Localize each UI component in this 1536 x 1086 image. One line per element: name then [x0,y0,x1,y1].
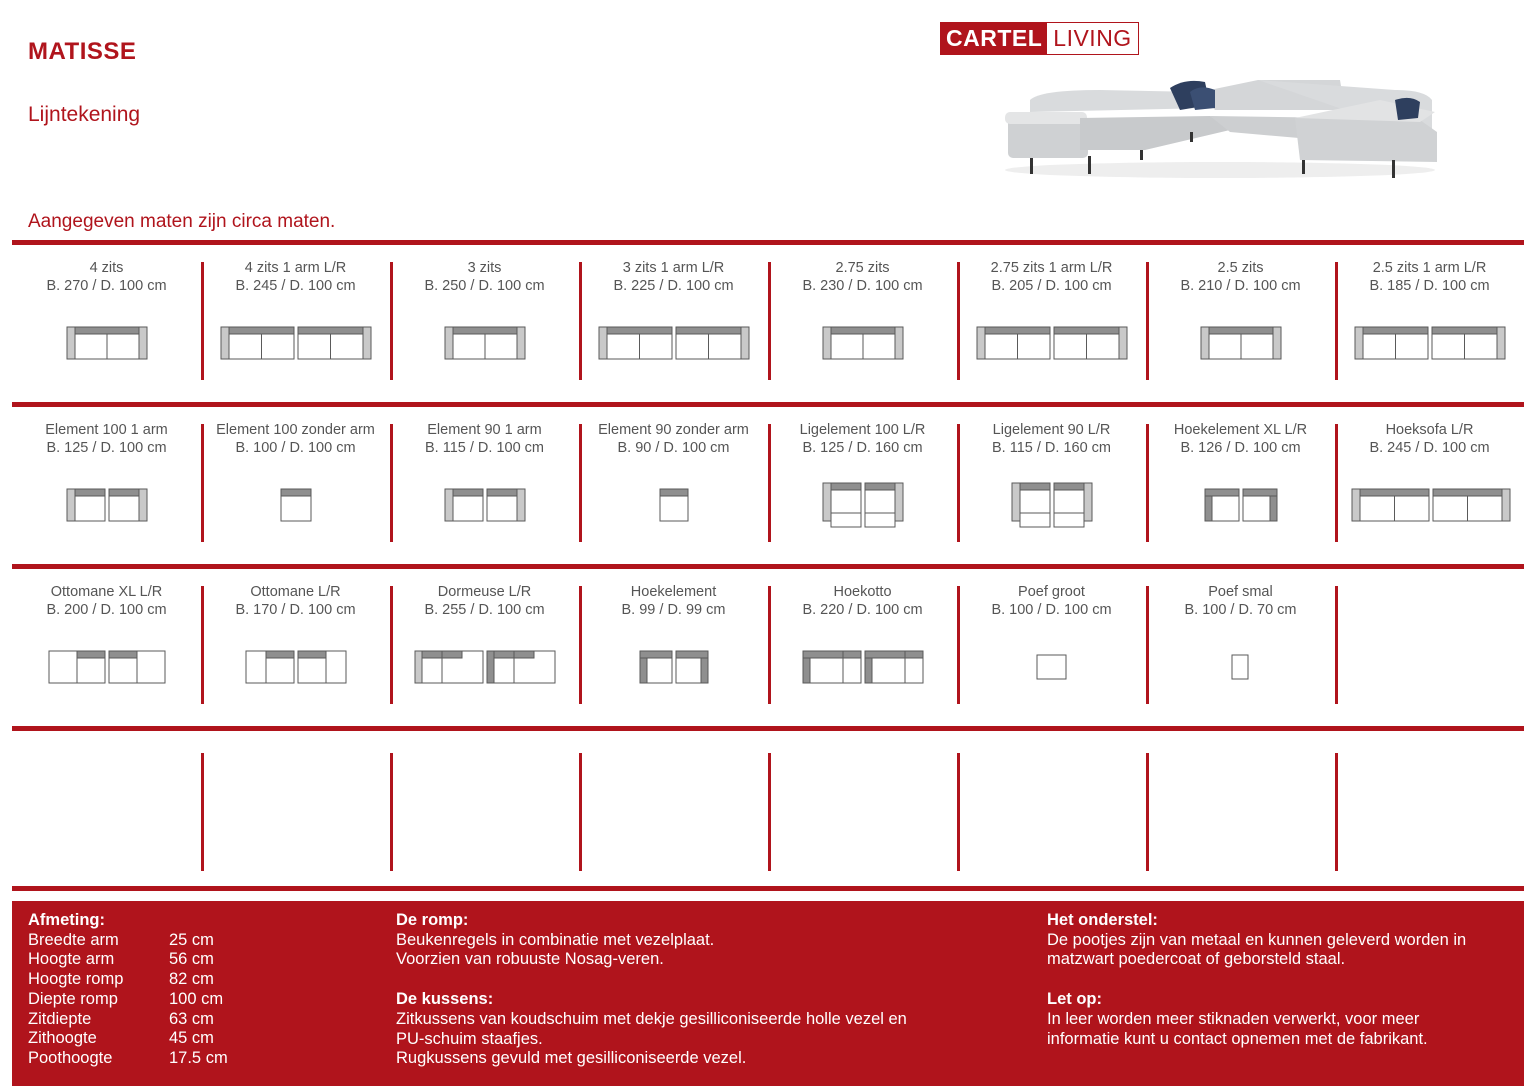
product-title: MATISSE [28,38,137,65]
spec-value: 25 cm [169,930,214,949]
base-line: De pootjes zijn van metaal en kunnen geleverd worden in [1047,930,1467,949]
module-dimensions: B. 115 / D. 100 cm [424,440,544,456]
spec-value: 100 cm [169,989,224,1008]
module-dimensions: B. 100 / D. 100 cm [991,602,1112,618]
module-name: Hoekelement [630,584,717,600]
module-cell [12,245,201,402]
module-dimensions: B. 170 / D. 100 cm [235,602,356,618]
module-dimensions: B. 250 / D. 100 cm [424,278,545,294]
empty-cell [390,731,579,886]
module-dimensions: B. 125 / D. 160 cm [802,440,923,456]
module-name: Hoekelement XL L/R [1173,422,1308,438]
spec-row [28,990,228,1010]
module-cell [201,407,390,564]
module-name: 4 zits [89,260,124,276]
sofa-4-seat-one-arm-icon [201,315,390,375]
module-cell [12,407,201,564]
module-cell [12,569,201,726]
ottoman-icon [201,639,390,699]
frame-line: Voorzien van robuuste Nosag-veren. [396,950,664,969]
module-name: 2.75 zits [835,260,890,276]
module-cell [768,407,957,564]
attention-line: In leer worden meer stiknaden verwerkt, voor meer [1047,1009,1420,1028]
spec-value: 63 cm [169,1009,214,1028]
pouf-large-icon [957,639,1146,699]
cushions-line: PU-schuim staafjes. [396,1029,543,1048]
module-dimensions: B. 99 / D. 99 cm [621,602,726,618]
spec-row [28,950,228,970]
sofa-4-seat-icon [12,315,201,375]
module-dimensions: B. 255 / D. 100 cm [424,602,545,618]
spec-value: 56 cm [169,950,214,969]
dimensions-heading: Afmeting: [28,911,105,929]
base-line: matzwart poedercoat of geborsteld staal. [1047,950,1346,969]
module-cell [768,245,957,402]
attention-line: informatie kunt u contact opnemen met de fabrikant. [1047,1029,1428,1048]
chaise-longue-icon [390,639,579,699]
module-name: Element 100 1 arm [45,422,168,438]
module-name: 2.5 zits 1 arm L/R [1372,260,1487,276]
module-cell [201,245,390,402]
base-column [1047,911,1466,1049]
module-dimensions: B. 205 / D. 100 cm [991,278,1112,294]
module-name: 4 zits 1 arm L/R [244,260,347,276]
spec-label: Hoogte arm [28,950,115,969]
module-dimensions: B. 115 / D. 160 cm [991,440,1111,456]
frame-line: Beukenregels in combinatie met vezelplaat. [396,930,715,949]
section-divider-bottom [12,886,1524,891]
module-cell [390,569,579,726]
corner-element-xl-icon [1146,477,1335,537]
column-divider [957,753,960,871]
spec-label: Zithoogte [28,1029,97,1048]
module-row [12,407,1524,564]
module-cell [1146,407,1335,564]
module-name: Ottomane XL L/R [50,584,163,600]
cushions-line: Rugkussens gevuld met gesilliconiseerde vezel. [396,1049,747,1068]
sofa-2-75-seat-icon [768,315,957,375]
module-cell [390,245,579,402]
module-cell [579,407,768,564]
module-dimensions: B. 100 / D. 100 cm [235,440,356,456]
module-dimensions: B. 100 / D. 70 cm [1184,602,1297,618]
module-cell [201,569,390,726]
module-cell [1335,407,1524,564]
spec-label: Zitdiepte [28,1009,92,1028]
module-cell [1146,569,1335,726]
module-cell [579,569,768,726]
construction-column [396,911,907,1069]
module-cell [579,245,768,402]
module-dimensions: B. 125 / D. 100 cm [46,440,167,456]
module-cell [1335,245,1524,402]
logo-text-cartel: CARTEL [941,23,1047,54]
spec-row [28,931,228,951]
empty-cell [768,731,957,886]
empty-cell [12,731,201,886]
column-divider [1146,753,1149,871]
column-divider [390,753,393,871]
module-name: Element 90 1 arm [427,422,542,438]
module-cell [957,569,1146,726]
logo-text-living: LIVING [1047,23,1137,54]
empty-cell [1146,731,1335,886]
element-90-no-arm-icon [579,477,768,537]
spec-row [28,1010,228,1030]
spec-label: Breedte arm [28,930,119,949]
module-name: Element 100 zonder arm [216,422,375,438]
module-dimensions: B. 270 / D. 100 cm [46,278,167,294]
dimensions-column [28,911,228,1069]
module-name: Ligelement 100 L/R [799,422,926,438]
module-name: Element 90 zonder arm [598,422,749,438]
module-dimensions: B. 90 / D. 100 cm [617,440,730,456]
module-dimensions: B. 185 / D. 100 cm [1369,278,1490,294]
module-row [12,245,1524,402]
empty-cell [957,731,1146,886]
module-dimensions: B. 126 / D. 100 cm [1180,440,1301,456]
empty-cell [579,731,768,886]
sofa-2-5-seat-icon [1146,315,1335,375]
spec-label: Diepte romp [28,989,118,1008]
drawing-subtitle: Lijntekening [28,103,141,126]
module-name: 3 zits 1 arm L/R [622,260,725,276]
module-cell [1335,569,1524,726]
empty-row [12,731,1524,886]
dimension-note: Aangegeven maten zijn circa maten. [28,211,336,232]
corner-sofa-icon [1335,477,1524,537]
module-name: 3 zits [467,260,502,276]
module-name: Poef smal [1208,584,1273,600]
base-heading: Het onderstel: [1047,911,1158,929]
module-name: Poef groot [1018,584,1085,600]
spec-label: Poothoogte [28,1048,113,1067]
spec-value: 82 cm [169,970,214,989]
module-name: Hoekotto [833,584,892,600]
pouf-small-icon [1146,639,1335,699]
frame-heading: De romp: [396,911,469,929]
spec-value: 17.5 cm [169,1048,228,1067]
module-cell [768,569,957,726]
brand-logo [940,22,1139,55]
corner-element-icon [579,639,768,699]
column-divider [768,753,771,871]
spec-row [28,1049,228,1069]
lounge-element-90-icon [957,477,1146,537]
module-cell [1146,245,1335,402]
specification-footer [12,901,1524,1086]
module-cell [957,407,1146,564]
module-dimensions: B. 210 / D. 100 cm [1180,278,1301,294]
module-name: 2.5 zits [1217,260,1264,276]
module-name: Ottomane L/R [250,584,341,600]
element-100-no-arm-icon [201,477,390,537]
sofa-3-seat-one-arm-icon [579,315,768,375]
module-row [12,569,1524,726]
column-divider [579,753,582,871]
module-cell [957,245,1146,402]
module-name: Hoeksofa L/R [1385,422,1474,438]
module-name: Ligelement 90 L/R [992,422,1111,438]
spec-row [28,970,228,990]
cushions-heading: De kussens: [396,990,494,1009]
sofa-product-photo [1000,70,1440,190]
empty-cell [1335,731,1524,886]
attention-heading: Let op: [1047,990,1102,1009]
column-divider [201,753,204,871]
module-dimensions: B. 225 / D. 100 cm [613,278,734,294]
element-90-one-arm-icon [390,477,579,537]
module-dimensions: B. 245 / D. 100 cm [235,278,356,294]
spec-row [28,1029,228,1049]
lounge-element-100-icon [768,477,957,537]
sofa-2-5-seat-one-arm-icon [1335,315,1524,375]
module-dimensions: B. 200 / D. 100 cm [46,602,167,618]
cushions-line: Zitkussens van koudschuim met dekje gesilliconiseerde holle vezel en [396,1009,907,1028]
corner-ottoman-icon [768,639,957,699]
spec-value: 45 cm [169,1029,214,1048]
column-divider [1335,753,1338,871]
column-divider [1335,586,1338,704]
element-100-one-arm-icon [12,477,201,537]
module-cell [390,407,579,564]
empty-cell [201,731,390,886]
sofa-2-75-seat-one-arm-icon [957,315,1146,375]
sofa-3-seat-icon [390,315,579,375]
module-name: Dormeuse L/R [437,584,532,600]
module-dimensions: B. 220 / D. 100 cm [802,602,923,618]
module-dimensions: B. 245 / D. 100 cm [1369,440,1490,456]
module-name: 2.75 zits 1 arm L/R [990,260,1113,276]
spec-label: Hoogte romp [28,970,124,989]
ottoman-xl-icon [12,639,201,699]
module-dimensions: B. 230 / D. 100 cm [802,278,923,294]
